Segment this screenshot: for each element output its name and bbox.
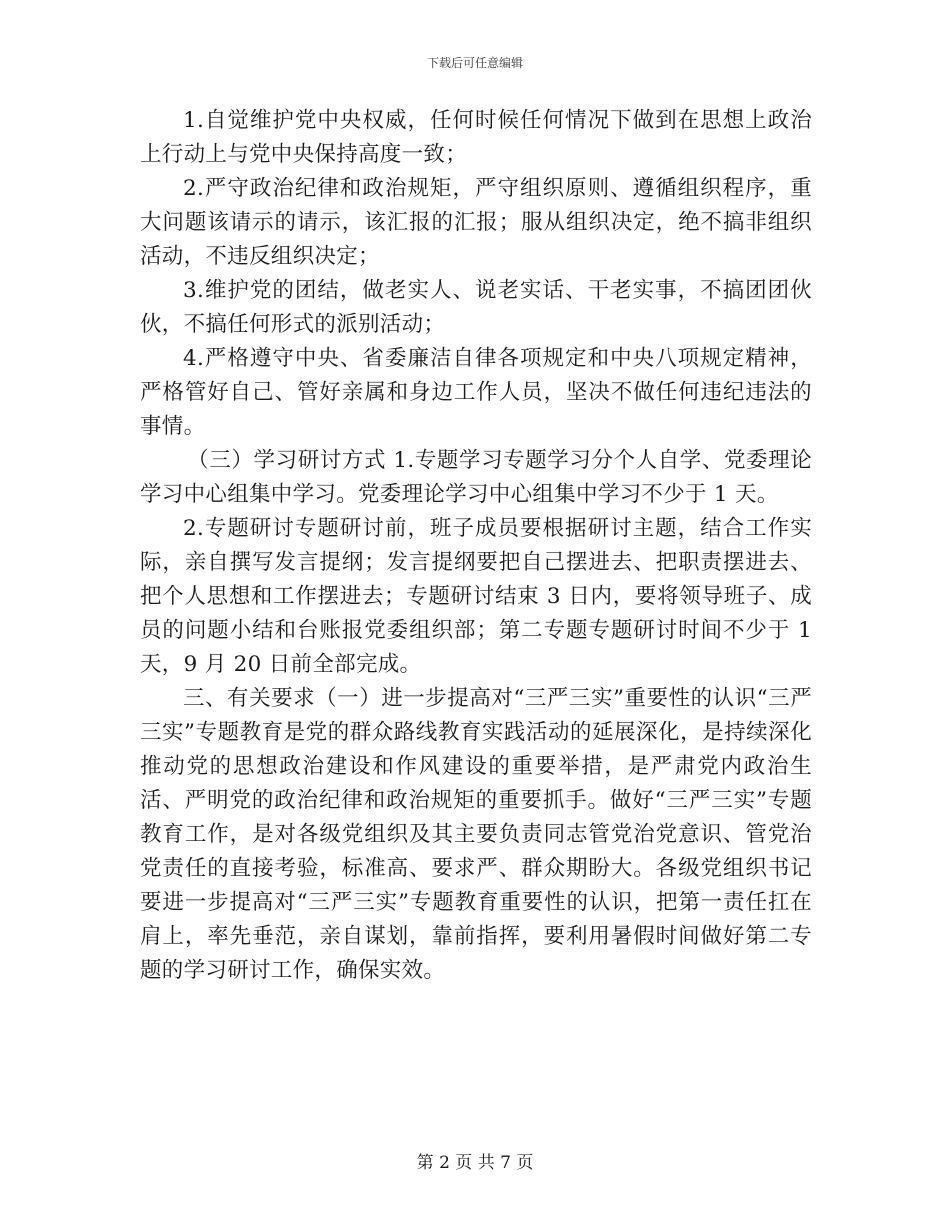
paragraph-item-3: 3.维护党的团结，做老实人、说老实话、干老实事，不搞团团伙伙，不搞任何形式的派别活动； [140,278,812,337]
document-body [140,104,812,988]
paragraph-item-1: 1.自觉维护党中央权威，任何时候任何情况下做到在思想上政治上行动上与党中央保持高度一致； [140,108,812,167]
paragraph-study-method: （三）学习研讨方式 1.专题学习专题学习分个人自学、党委理论学习中心组集中学习。党委理论学习中心组集中学习不少于 1 天。 [140,448,812,507]
paragraph-item-2: 2.严守政治纪律和政治规矩，严守组织原则、遵循组织程序，重大问题该请示的请示，该汇报的汇报；服从组织决定，绝不搞非组织活动，不违反组织决定； [140,176,812,269]
paragraph-requirements: 三、有关要求（一）进一步提高对“三严三实”重要性的认识“三严三实”专题教育是党的群众路线教育实践活动的延展深化，是持续深化推动党的思想政治建设和作风建设的重要举措，是严肃党内政治生活、严明党的政治纪律和政治规矩的重要抓手。做好“三严三实”专题教育工作，是对各级党组织及其主要负责同志管党治党意识、管党治党责任的直接考验，标准高、要求严、群众期盼大。各级党组织书记要进一步提高对“三严三实”专题教育重要性的认识，把第一责任扛在肩上，率先垂范，亲自谋划，靠前指挥，要利用暑假时间做好第二专题的学习研讨工作，确保实效。 [140,686,812,983]
paragraph-item-4: 4.严格遵守中央、省委廉洁自律各项规定和中央八项规定精神，严格管好自己、管好亲属和身边工作人员，坚决不做任何违纪违法的事情。 [140,346,812,439]
page-header-note: 下载后可任意编辑 [426,56,523,70]
page-number: 第 2 页 共 7 页 [416,1153,534,1173]
paragraph-seminar: 2.专题研讨专题研讨前，班子成员要根据研讨主题，结合工作实际，亲自撰写发言提纲；发言提纲要把自己摆进去、把职责摆进去、把个人思想和工作摆进去；专题研讨结束 3 日内，要将领导班子、成员的问题小结和台账报党委组织部；第二专题专题研讨时间不少于 1 天，9 月 20 日前全部完成。 [140,516,812,677]
